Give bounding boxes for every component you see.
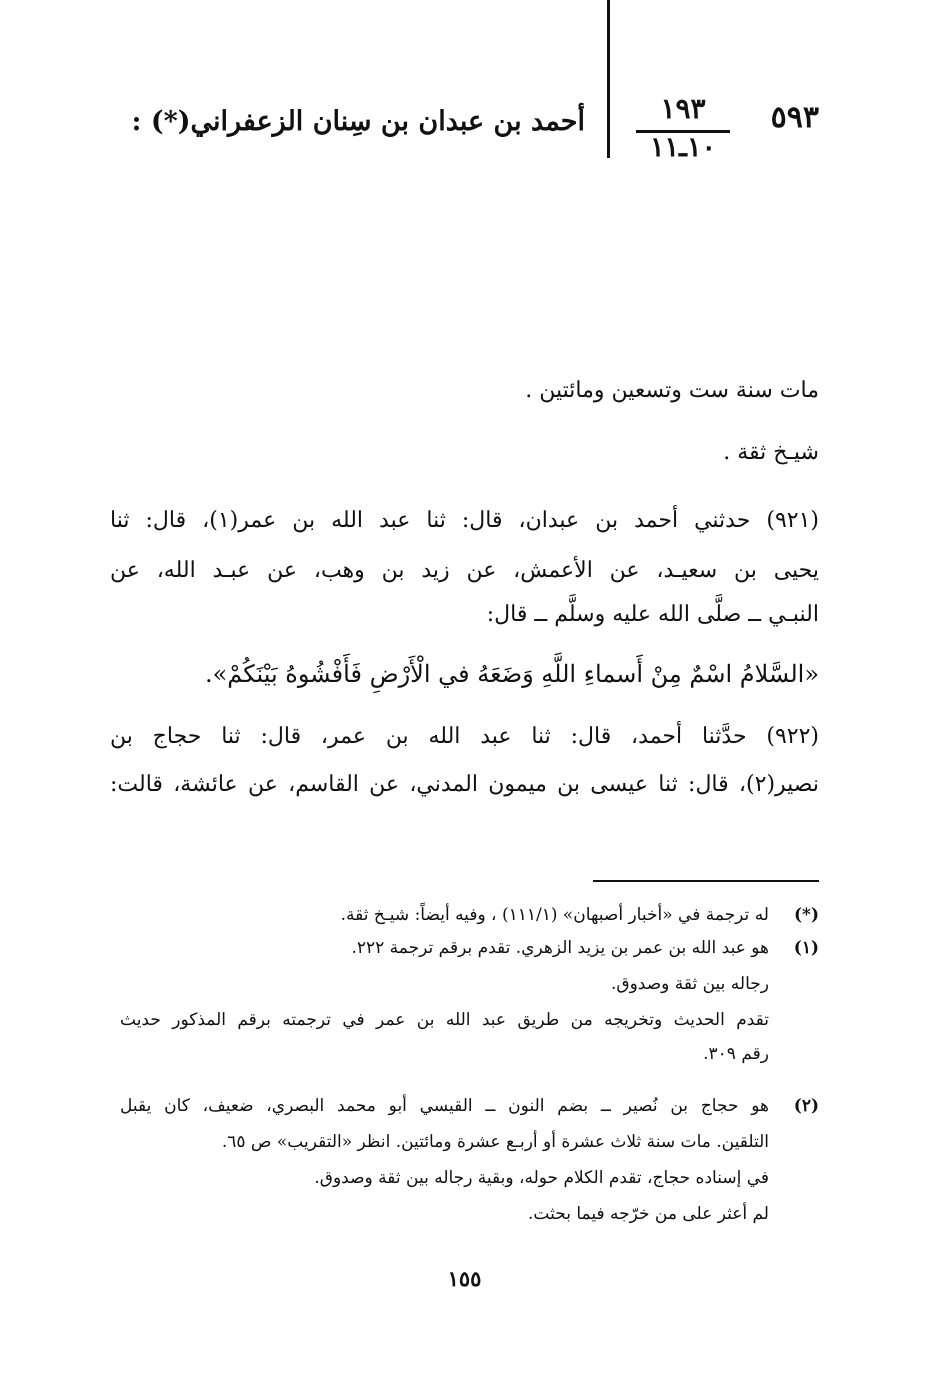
hadith-921-line-1: (٩٢١) حدثني أحمد بن عبدان، قال: ثنا عبد الله بن عمر(١)، قال: ثنا bbox=[110, 508, 819, 533]
grade-line: شيـخ ثقة . bbox=[723, 440, 819, 465]
footnote-1-line-1: هو عبد الله بن عمر بن يزيد الزهري. تقدم برقم ترجمة ٢٢٢. bbox=[351, 938, 769, 958]
entry-number: ٥٩٣ bbox=[770, 100, 819, 135]
footnote-1-line-2: رجاله بين ثقة وصدوق. bbox=[610, 974, 769, 994]
footnote-2-line-3: في إسناده حجاج، تقدم الكلام حوله، وبقية رجاله بين ثقة وصدوق. bbox=[314, 1168, 769, 1188]
entry-title: أحمد بن عبدان بن سِنان الزعفراني(*) : bbox=[131, 106, 585, 137]
hadith-922-line-1: (٩٢٢) حدَّثنا أحمد، قال: ثنا عبد الله بن عمر، قال: ثنا حجاج بن bbox=[110, 724, 819, 749]
hadith-text: «السَّلامُ اسْمٌ مِنْ أَسماءِ اللَّهِ وَضَعَهُ في الْأَرْضِ فَأَفْشُوهُ بَيْنَكُمْ». bbox=[204, 660, 819, 688]
footnote-separator bbox=[593, 880, 819, 882]
page-number: ١٥٥ bbox=[447, 1266, 482, 1291]
header-divider-line bbox=[607, 0, 610, 158]
footnote-1-line-4: رقم ٣٠٩. bbox=[703, 1044, 769, 1064]
fraction-denominator: ١٠ـ١١ bbox=[650, 132, 716, 163]
footnote-2-line-1: هو حجاج بن نُصير ــ بضم النون ــ القيسي أبو محمد البصري، ضعيف، كان يقبل bbox=[120, 1096, 769, 1116]
footnote-2-line-4: لم أعثر على من خرّجه فيما بحثت. bbox=[528, 1204, 769, 1224]
hadith-921-line-2: يحيى بن سعيـد، عن الأعمش، عن زيد بن وهب، عن عبـد الله، عن bbox=[110, 558, 819, 583]
footnote-star-text: له ترجمة في «أخبار أصبهان» (١١١/١) ، وفيه أيضاً: شيـخ ثقة. bbox=[340, 905, 769, 925]
footnote-star-mark: (*) bbox=[794, 905, 819, 925]
footnote-2-mark: (٢) bbox=[793, 1096, 819, 1116]
footnote-2-line-2: التلقين. مات سنة ثلاث عشرة أو أربـع عشرة ومائتين. انظر «التقريب» ص ٦٥. bbox=[221, 1132, 769, 1152]
death-year-line: مات سنة ست وتسعين ومائتين . bbox=[525, 378, 819, 403]
hadith-922-line-2: نصير(٢)، قال: ثنا عيسى بن ميمون المدني، عن القاسم، عن عائشة، قالت: bbox=[110, 772, 819, 797]
footnote-1-line-3: تقدم الحديث وتخريجه من طريق عبد الله بن عمر في ترجمته برقم المذكور حديث bbox=[120, 1010, 769, 1030]
footnote-1-mark: (١) bbox=[793, 938, 819, 958]
fraction-numerator: ١٩٣ bbox=[660, 92, 706, 125]
hadith-921-line-3: النبـي ــ صلَّى الله عليه وسلَّم ــ قال: bbox=[486, 602, 819, 627]
